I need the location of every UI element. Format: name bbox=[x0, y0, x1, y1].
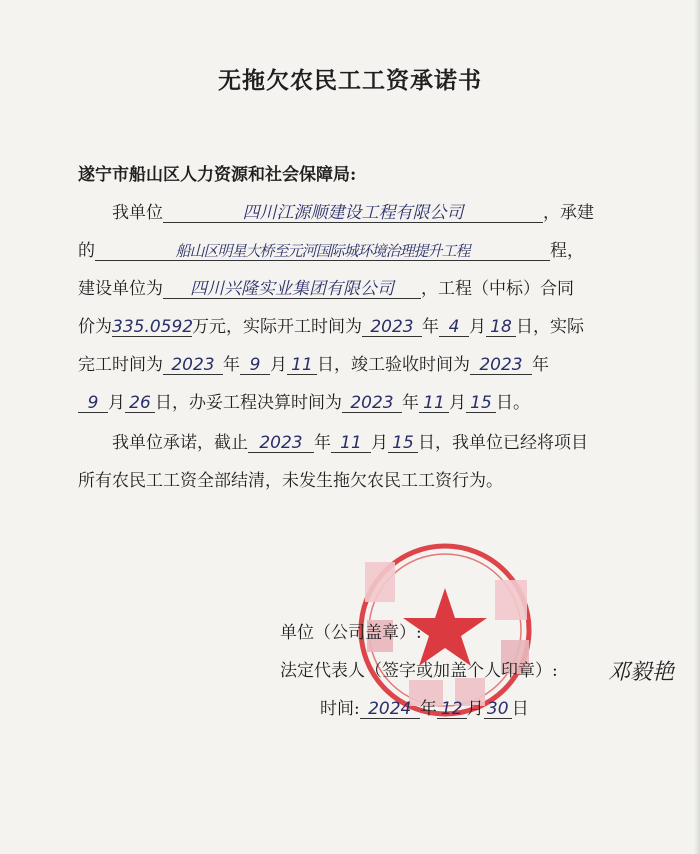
p1-line1 bbox=[112, 198, 594, 223]
text: 年 bbox=[419, 699, 437, 719]
p2-line1 bbox=[112, 428, 588, 453]
p1-line5 bbox=[78, 350, 549, 375]
p1-line4 bbox=[78, 312, 584, 337]
text: 日，我单位已经将项目 bbox=[418, 433, 588, 453]
company-name: 四川江源顺建设工程有限公司 bbox=[163, 204, 543, 223]
start-day: 18 bbox=[486, 318, 516, 337]
cutoff-day: 15 bbox=[388, 434, 418, 453]
text: 完工时间为 bbox=[78, 355, 163, 375]
text: 价为 bbox=[78, 317, 112, 337]
text: 万元，实际开工时间为 bbox=[192, 317, 362, 337]
page-edge bbox=[694, 0, 700, 854]
p2-line2: 所有农民工工资全部结清，未发生拖欠农民工工资行为。 bbox=[78, 471, 503, 491]
legal-rep-label: 法定代表人（签字或加盖个人印章）: bbox=[280, 661, 558, 681]
sign-month: 12 bbox=[437, 700, 467, 719]
builder-name: 四川兴隆实业集团有限公司 bbox=[163, 280, 421, 299]
text: 月 bbox=[270, 355, 287, 375]
project-name: 船山区明星大桥至元河国际城环境治理提升工程 bbox=[95, 242, 550, 261]
text: 日，实际 bbox=[516, 317, 584, 337]
text: 年 bbox=[314, 433, 331, 453]
text: 日 bbox=[511, 699, 529, 719]
text: 月 bbox=[469, 317, 486, 337]
p1-line6 bbox=[78, 388, 530, 413]
text: 日，竣工验收时间为 bbox=[317, 355, 470, 375]
settlement-month: 11 bbox=[419, 394, 449, 413]
text: 月 bbox=[108, 393, 125, 413]
p1-line3 bbox=[78, 274, 574, 299]
text: 我单位 bbox=[112, 203, 163, 223]
text: ，承建 bbox=[543, 203, 594, 223]
sign-year: 2024 bbox=[360, 700, 420, 719]
text: 的 bbox=[78, 241, 95, 261]
text: 程， bbox=[550, 241, 584, 261]
start-month: 4 bbox=[439, 318, 469, 337]
text: 日，办妥工程决算时间为 bbox=[155, 393, 342, 413]
date-line bbox=[320, 694, 529, 719]
text: 时间: bbox=[320, 699, 360, 719]
text: 月 bbox=[466, 699, 484, 719]
text: 日。 bbox=[496, 393, 530, 413]
end-month: 9 bbox=[240, 356, 270, 375]
text: 建设单位为 bbox=[78, 279, 163, 299]
acceptance-day: 26 bbox=[125, 394, 155, 413]
cutoff-year: 2023 bbox=[248, 434, 314, 453]
cutoff-month: 11 bbox=[331, 434, 371, 453]
acceptance-year: 2023 bbox=[470, 356, 532, 375]
acceptance-month: 9 bbox=[78, 394, 108, 413]
document-title: 无拖欠农民工工资承诺书 bbox=[218, 67, 482, 94]
text: 年 bbox=[422, 317, 439, 337]
sign-day: 30 bbox=[484, 700, 512, 719]
addressee: 遂宁市船山区人力资源和社会保障局: bbox=[78, 165, 357, 185]
text: ，工程（中标）合同 bbox=[421, 279, 574, 299]
p1-line2 bbox=[78, 236, 584, 261]
contract-amount: 335.0592 bbox=[112, 317, 194, 337]
end-year: 2023 bbox=[163, 356, 223, 375]
settlement-year: 2023 bbox=[342, 394, 402, 413]
text: 月 bbox=[449, 393, 466, 413]
text: 年 bbox=[223, 355, 240, 375]
text: 我单位承诺，截止 bbox=[112, 433, 248, 453]
text: 月 bbox=[371, 433, 388, 453]
start-year: 2023 bbox=[362, 318, 422, 337]
unit-label: 单位（公司盖章）: bbox=[280, 623, 422, 643]
legal-rep-signature: 邓毅艳 bbox=[608, 660, 675, 685]
settlement-day: 15 bbox=[466, 394, 496, 413]
text: 年 bbox=[402, 393, 419, 413]
text: 年 bbox=[532, 355, 549, 375]
end-day: 11 bbox=[287, 356, 317, 375]
